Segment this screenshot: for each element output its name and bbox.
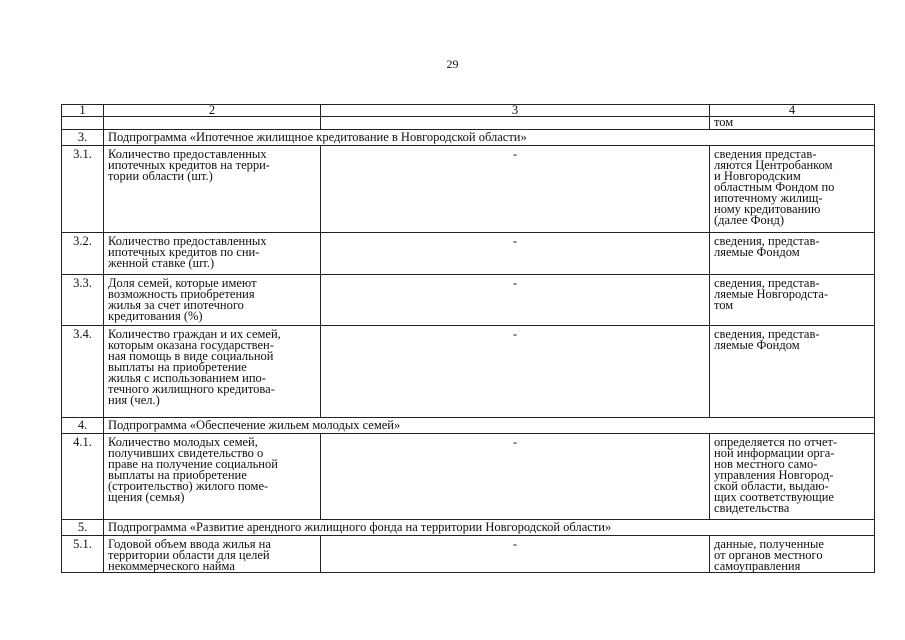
- row-number: 4.1.: [62, 434, 104, 520]
- section-number: 5.: [62, 520, 104, 536]
- row-number: 3.3.: [62, 275, 104, 326]
- source-cell: сведения, представ- ляемые Фондом: [710, 233, 875, 275]
- table-row: [62, 233, 875, 275]
- source-cell: сведения представ- ляются Центробанком и Новгородским областным Фондом по ипотечному жилищ- ному кредитованию (далее Фонд): [710, 146, 875, 233]
- column-number-row: [62, 105, 875, 117]
- section-row: [62, 130, 875, 146]
- section-row: [62, 418, 875, 434]
- indicator-cell: Годовой объем ввода жилья на территории области для целей некоммерческого найма: [104, 536, 321, 573]
- source-cell: определяется по отчет- ной информации орга- нов местного само- управления Новгород- ской области, выдаю- щих соответствующие свидетельства: [710, 434, 875, 520]
- value-cell: -: [321, 326, 710, 418]
- row-number: 5.1.: [62, 536, 104, 573]
- section-row: [62, 520, 875, 536]
- source-cell: сведения, представ- ляемые Новгородста- том: [710, 275, 875, 326]
- column-number-3: 3: [321, 105, 710, 117]
- row-number: 3.1.: [62, 146, 104, 233]
- value-cell: -: [321, 233, 710, 275]
- source-cell: сведения, представ- ляемые Фондом: [710, 326, 875, 418]
- indicator-cell: Количество граждан и их семей, которым оказана государствен- ная помощь в виде социальной выплаты на приобретение жилья с использованием ипо- течного жилищного кредитова- ния (чел.): [104, 326, 321, 418]
- section-number: 4.: [62, 418, 104, 434]
- table-row: [62, 536, 875, 573]
- column-number-4: 4: [710, 105, 875, 117]
- table-row: [62, 146, 875, 233]
- section-title: Подпрограмма «Обеспечение жильем молодых семей»: [104, 418, 875, 434]
- section-title: Подпрограмма «Развитие арендного жилищного фонда на территории Новгородской области»: [104, 520, 875, 536]
- continuation-text: том: [710, 117, 875, 130]
- row-number: 3.4.: [62, 326, 104, 418]
- continuation-row: [62, 117, 875, 130]
- row-number: 3.2.: [62, 233, 104, 275]
- table-row: [62, 326, 875, 418]
- indicator-cell: Количество молодых семей, получивших свидетельство о праве на получение социальной выплаты на приобретение (строительство) жилого поме- щения (семья): [104, 434, 321, 520]
- indicator-cell: Доля семей, которые имеют возможность приобретения жилья за счет ипотечного кредитования (%): [104, 275, 321, 326]
- value-cell: -: [321, 434, 710, 520]
- section-title: Подпрограмма «Ипотечное жилищное кредитование в Новгородской области»: [104, 130, 875, 146]
- indicator-cell: Количество предоставленных ипотечных кредитов по сни- женной ставке (шт.): [104, 233, 321, 275]
- indicators-table: [61, 104, 875, 573]
- page-number: 29: [446, 57, 459, 71]
- source-cell: данные, полученные от органов местного самоуправления: [710, 536, 875, 573]
- table-row: [62, 275, 875, 326]
- value-cell: -: [321, 275, 710, 326]
- column-number-1: 1: [62, 105, 104, 117]
- value-cell: -: [321, 146, 710, 233]
- column-number-2: 2: [104, 105, 321, 117]
- indicator-cell: Количество предоставленных ипотечных кредитов на терри- тории области (шт.): [104, 146, 321, 233]
- section-number: 3.: [62, 130, 104, 146]
- table-row: [62, 434, 875, 520]
- value-cell: -: [321, 536, 710, 573]
